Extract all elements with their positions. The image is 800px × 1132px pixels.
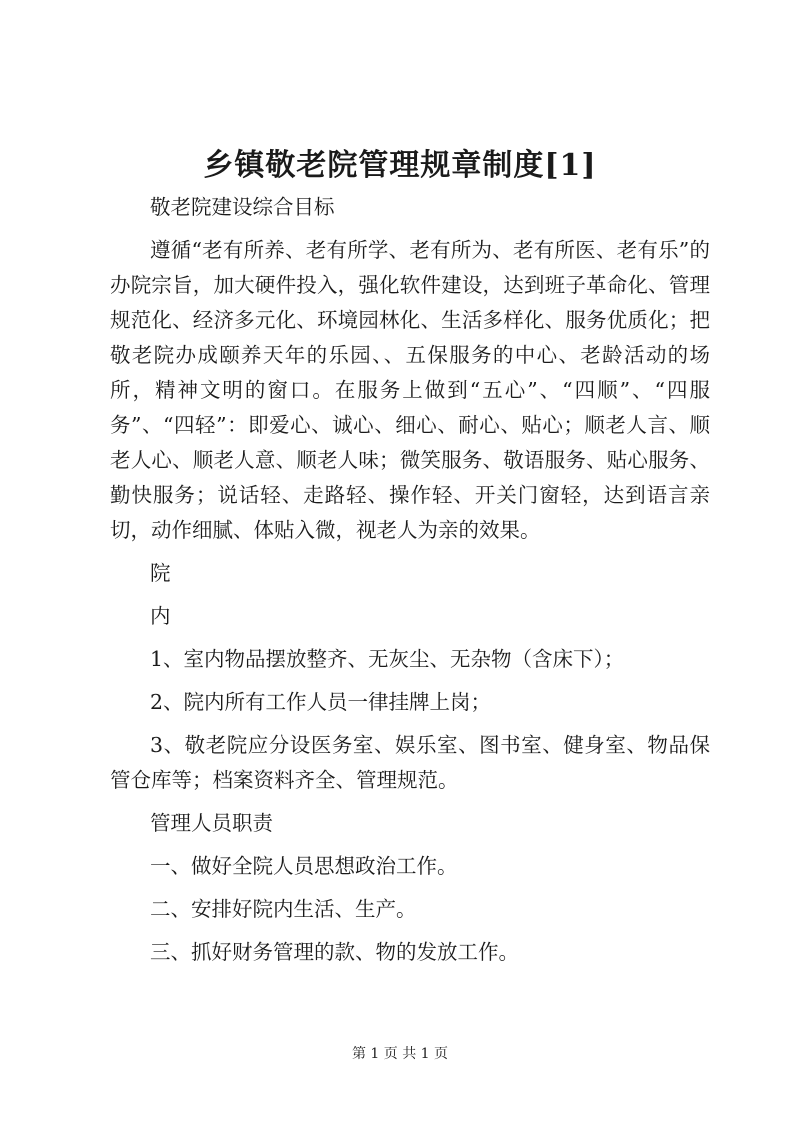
list-item-3: 3、敬老院应分设医务室、娱乐室、图书室、健身室、物品保管仓库等；档案资料齐全、管理规范。 (110, 733, 710, 792)
page-title: 乡镇敬老院管理规章制度[1] (203, 148, 597, 183)
duty-item-3: 三、抓好财务管理的款、物的发放工作。 (150, 940, 519, 964)
document-body (110, 190, 710, 970)
section-heading-nei: 内 (150, 604, 171, 628)
list-item-2: 2、院内所有工作人员一律挂牌上岗； (150, 690, 492, 714)
goal-paragraph: 遵循“老有所养、老有所学、老有所为、老有所医、老有乐”的办院宗旨，加大硬件投入，强化软件建设，达到班子革命化、管理规范化、经济多元化、环境园林化、生活多样化、服务优质化；把敬老院办成颐养天年的乐园、、五保服务的中心、老龄活动的场所，精神文明的窗口。在服务上做到“五心”、“四顺”、“四服务”、“四轻”：即爱心、诚心、细心、耐心、贴心；顺老人言、顺老人心、顺老人意、顺老人味；微笑服务、敬语服务、贴心服务、勤快服务；说话轻、走路轻、操作轻、开关门窗轻，达到语言亲切，动作细腻、体贴入微，视老人为亲的效果。 (110, 238, 710, 542)
duty-item-2: 二、安排好院内生活、生产。 (150, 897, 417, 921)
section-heading-goal: 敬老院建设综合目标 (150, 195, 335, 219)
page-footer: 第 1 页 共 1 页 (351, 1046, 449, 1062)
duty-item-1: 一、做好全院人员思想政治工作。 (150, 854, 458, 878)
list-item-1: 1、室内物品摆放整齐、无灰尘、无杂物（含床下）； (150, 647, 625, 671)
section-heading-duties: 管理人员职责 (150, 811, 273, 835)
section-heading-yuan: 院 (150, 561, 171, 585)
